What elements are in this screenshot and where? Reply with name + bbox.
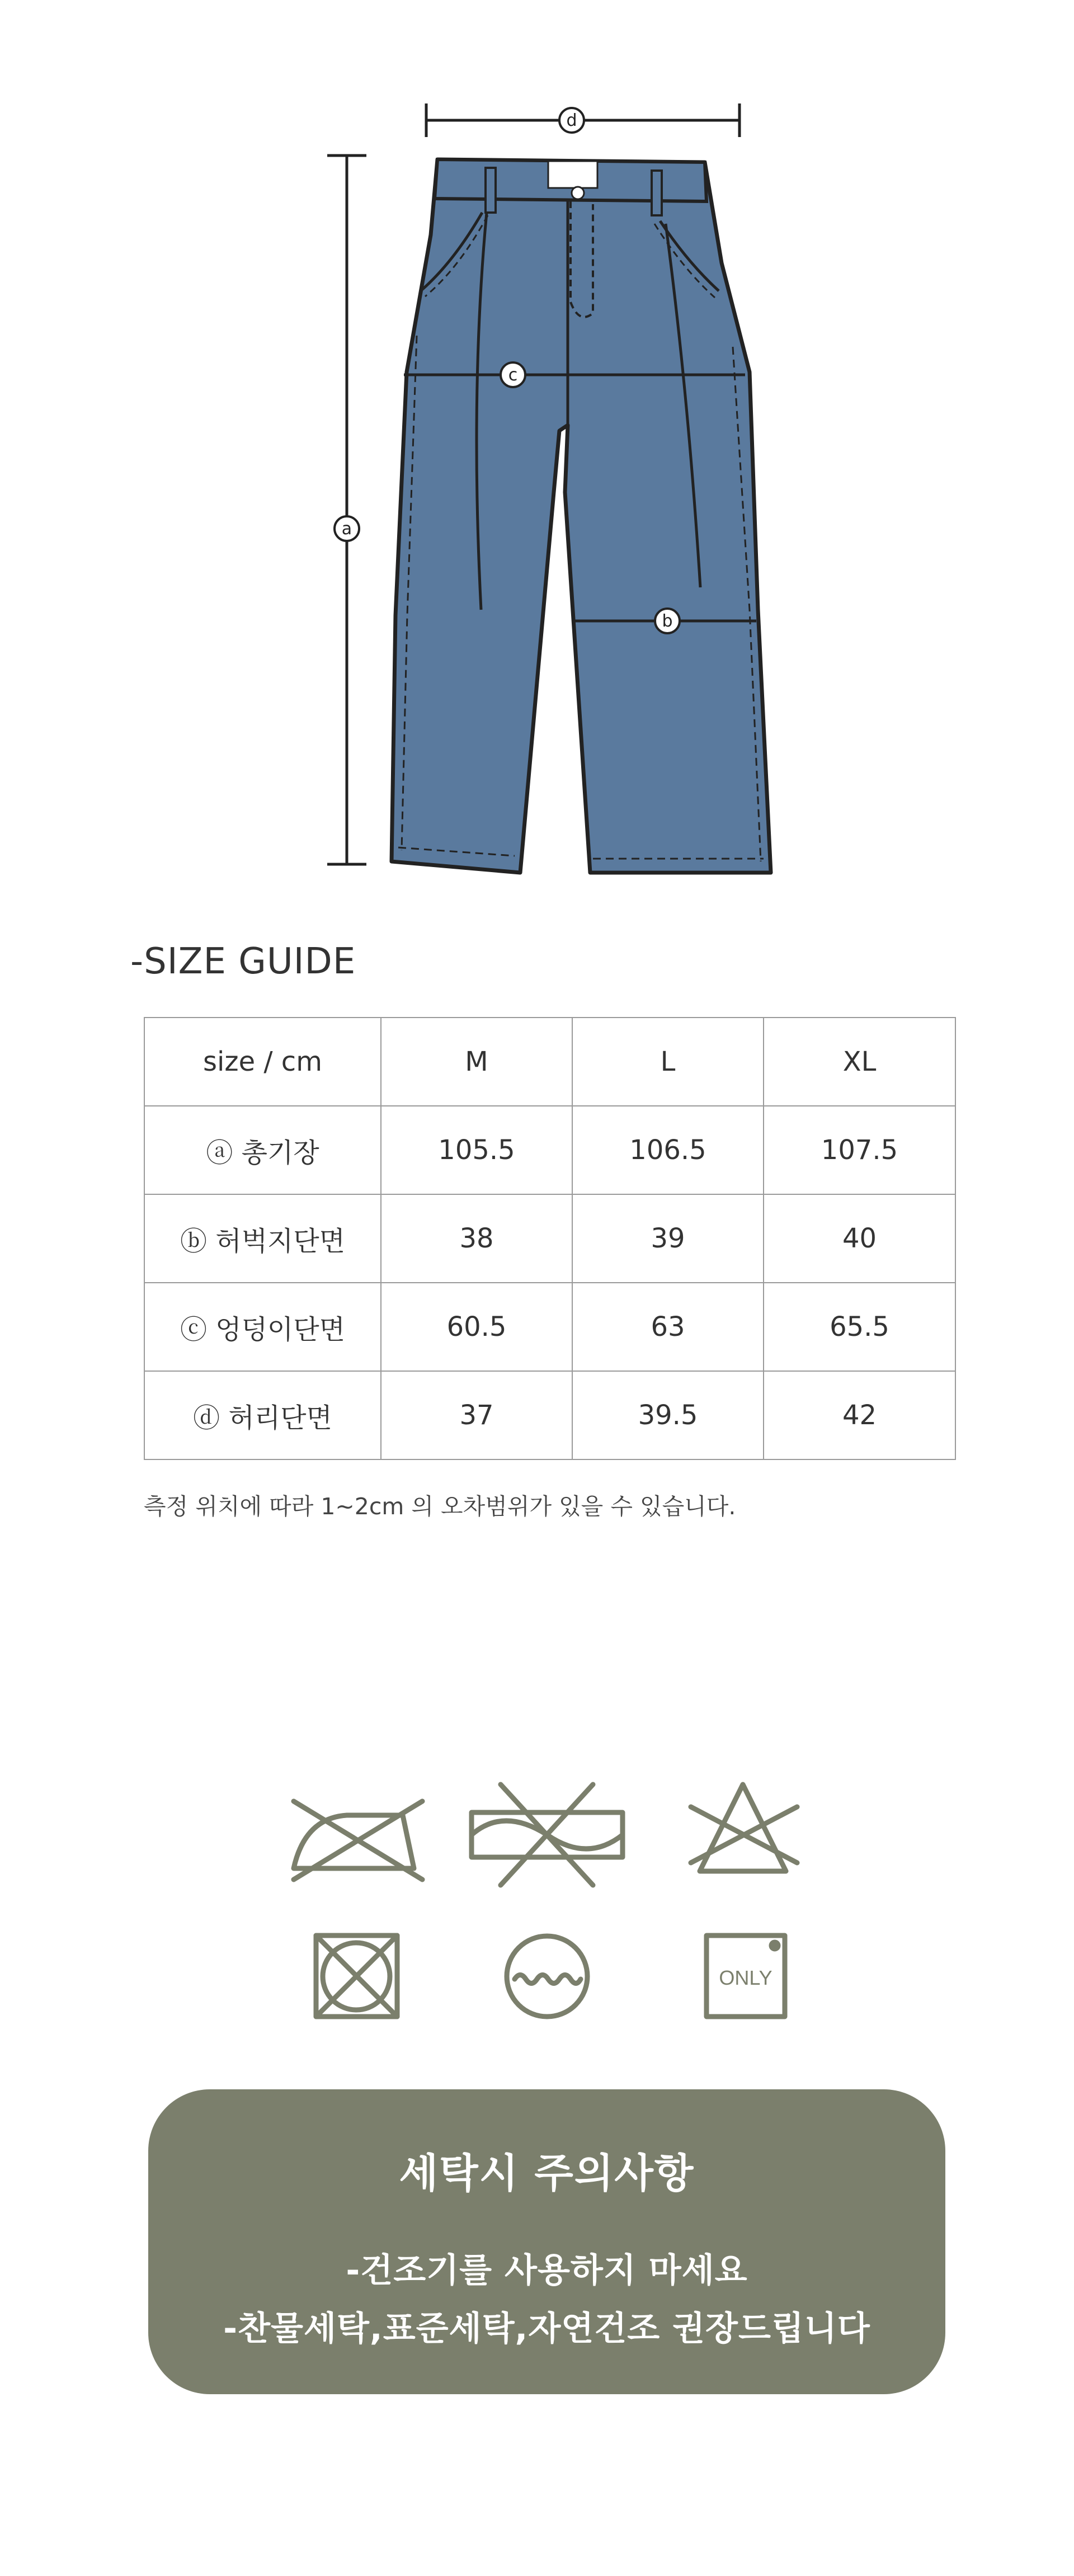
marker-a — [335, 516, 359, 541]
table-row — [144, 1106, 955, 1194]
table-row — [144, 1283, 955, 1371]
pants-shape — [392, 159, 771, 873]
no-bleach-icon — [691, 1784, 797, 1871]
measurement-note: 측정 위치에 따라 1~2cm 의 오차범위가 있을 수 있습니다. — [144, 1493, 736, 1520]
care-instructions-panel — [148, 2089, 945, 2394]
table-row — [144, 1371, 955, 1459]
size-guide-title: -SIZE GUIDE — [130, 941, 356, 982]
marker-b — [655, 609, 680, 633]
dry-clean-only-icon — [706, 1935, 785, 2017]
table-header-row — [144, 1018, 955, 1106]
care-title: 세탁시 주의사항 — [399, 2150, 695, 2197]
care-icons — [0, 1762, 1074, 2042]
hand-wash-icon — [507, 1936, 587, 2017]
table-cell: 107.5 — [764, 1106, 955, 1194]
table-cell: 106.5 — [572, 1106, 764, 1194]
marker-d — [559, 108, 584, 133]
care-instruction-line: -건조기를 사용하지 마세요 — [346, 2251, 748, 2290]
no-wring-icon — [472, 1784, 623, 1885]
row-label: ⓒ 엉덩이단면 — [144, 1283, 381, 1371]
row-label: ⓓ 허리단면 — [144, 1371, 381, 1459]
button — [572, 187, 584, 199]
svg-text:ONLY: ONLY — [719, 1966, 772, 1989]
table-cell: 39.5 — [572, 1371, 764, 1459]
header-cell: M — [381, 1018, 572, 1106]
table-cell: 105.5 — [381, 1106, 572, 1194]
svg-text:a: a — [341, 519, 352, 539]
table-cell: 39 — [572, 1194, 764, 1283]
table-row — [144, 1194, 955, 1283]
no-tumble-dry-icon — [316, 1935, 397, 2017]
table-cell: 37 — [381, 1371, 572, 1459]
header-cell: size / cm — [144, 1018, 381, 1106]
svg-text:d: d — [566, 111, 577, 130]
pants-measurement-diagram — [0, 0, 1074, 906]
table-cell: 60.5 — [381, 1283, 572, 1371]
table-cell: 38 — [381, 1194, 572, 1283]
svg-text:c: c — [508, 365, 518, 385]
length-measure-line — [327, 156, 366, 864]
table-cell: 40 — [764, 1194, 955, 1283]
header-cell: L — [572, 1018, 764, 1106]
table-cell: 65.5 — [764, 1283, 955, 1371]
care-instruction-line: -찬물세탁,표준세탁,자연건조 권장드립니다 — [223, 2309, 870, 2348]
row-label: ⓑ 허벅지단면 — [144, 1194, 381, 1283]
table-cell: 42 — [764, 1371, 955, 1459]
row-label: ⓐ 총기장 — [144, 1106, 381, 1194]
svg-text:b: b — [662, 611, 673, 631]
no-iron-icon — [294, 1801, 422, 1880]
table-cell: 63 — [572, 1283, 764, 1371]
marker-c — [501, 362, 525, 387]
brand-tag — [548, 161, 597, 188]
pants-illustration — [392, 159, 771, 873]
header-cell: XL — [764, 1018, 955, 1106]
size-table — [144, 1017, 956, 1460]
